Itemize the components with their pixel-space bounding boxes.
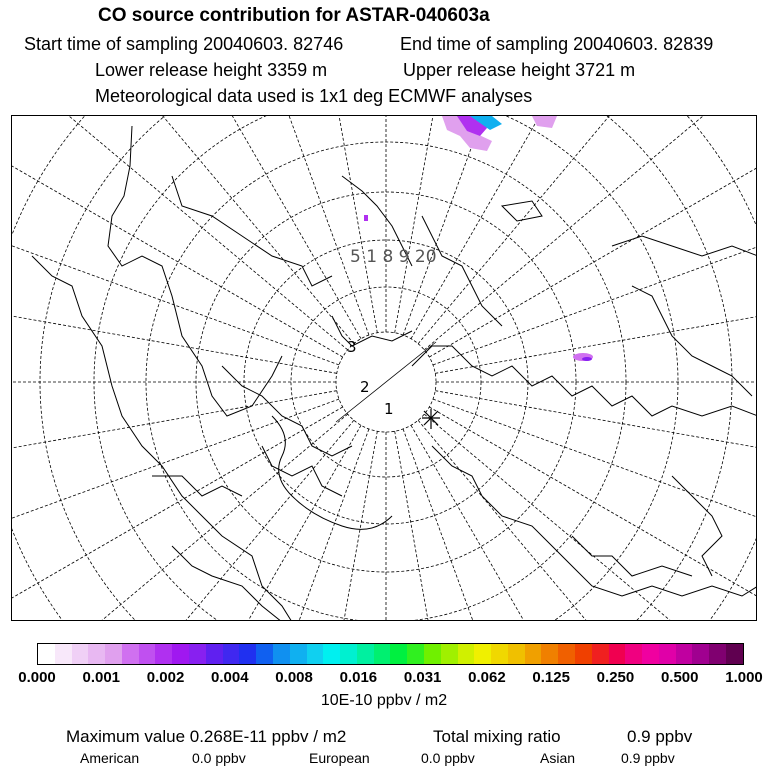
meridian-line <box>12 116 343 357</box>
meridian-line <box>230 116 378 333</box>
color-swatch <box>441 644 458 664</box>
lower-release-height: Lower release height 3359 m <box>95 60 328 80</box>
meridian-line <box>12 420 354 621</box>
color-swatch <box>390 644 407 664</box>
meridian-line <box>418 420 757 621</box>
color-swatch <box>88 644 105 664</box>
color-swatch <box>357 644 374 664</box>
color-swatch <box>709 644 726 664</box>
color-swatch <box>239 644 256 664</box>
color-swatch <box>575 644 592 664</box>
meridian-line <box>411 425 757 621</box>
color-swatch <box>541 644 558 664</box>
color-swatch <box>256 644 273 664</box>
lat-lon-grid <box>12 116 757 621</box>
color-scale-tick: 0.500 <box>660 669 699 686</box>
american-value: 0.0 ppbv <box>192 750 246 766</box>
color-swatch <box>692 644 709 664</box>
color-swatch <box>38 644 55 664</box>
color-swatch <box>525 644 542 664</box>
color-scale-tick: 0.250 <box>596 669 635 686</box>
color-swatch <box>206 644 223 664</box>
meridian-line <box>435 226 757 374</box>
total-mixing-ratio-label: Total mixing ratio <box>433 727 561 746</box>
pole-label-2: 2 <box>360 378 370 396</box>
color-swatch <box>676 644 693 664</box>
start-time: Start time of sampling 20040603. 82746 <box>24 34 344 54</box>
color-scale-tick: 0.002 <box>146 669 185 686</box>
color-scale-tick: 0.062 <box>468 669 506 686</box>
meridian-line <box>433 116 757 365</box>
met-data-info: Meteorological data used is 1x1 deg ECMWF analyses <box>95 86 533 106</box>
color-swatch <box>659 644 676 664</box>
latitude-circle <box>12 116 757 621</box>
color-swatch <box>223 644 240 664</box>
color-swatch <box>609 644 626 664</box>
meridian-line <box>12 414 348 621</box>
color-swatch <box>105 644 122 664</box>
meridian-line <box>411 116 757 339</box>
maximum-value: Maximum value 0.268E-11 ppbv / m2 <box>66 727 347 746</box>
color-swatch <box>424 644 441 664</box>
meridian-line <box>424 116 757 350</box>
color-swatch <box>374 644 391 664</box>
meridian-line <box>12 407 343 621</box>
upper-release-height: Upper release height 3721 m <box>403 60 636 80</box>
color-swatch <box>155 644 172 664</box>
european-value: 0.0 ppbv <box>421 750 475 766</box>
american-label: American <box>80 750 140 766</box>
meridian-line <box>78 116 369 335</box>
color-swatch <box>592 644 609 664</box>
color-scale-tick: 0.001 <box>82 669 121 686</box>
color-swatch <box>491 644 508 664</box>
color-swatch <box>189 644 206 664</box>
meridian-line <box>12 116 348 350</box>
pole-label-3: 3 <box>347 338 357 356</box>
color-scale-tick: 0.031 <box>403 669 442 686</box>
meridian-line <box>12 399 339 621</box>
meridian-line <box>12 116 354 344</box>
meridian-line <box>12 116 361 339</box>
coastlines <box>32 126 757 621</box>
polar-map <box>11 115 757 621</box>
color-swatch <box>474 644 491 664</box>
meridian-line <box>395 116 543 333</box>
color-swatch <box>122 644 139 664</box>
meridian-line <box>12 226 337 374</box>
color-swatch <box>139 644 156 664</box>
color-scale-tick: 0.016 <box>339 669 378 686</box>
color-swatch <box>508 644 525 664</box>
meridian-line <box>403 429 694 621</box>
color-swatch <box>307 644 324 664</box>
color-swatch <box>458 644 475 664</box>
meridian-line <box>418 116 757 344</box>
color-scale-bar <box>37 643 744 665</box>
color-swatch <box>625 644 642 664</box>
color-swatch <box>340 644 357 664</box>
total-mixing-ratio-value: 0.9 ppbv <box>627 727 693 746</box>
color-scale-tick: 0.008 <box>275 669 313 686</box>
color-swatch <box>55 644 72 664</box>
map-canvas <box>12 116 757 621</box>
color-scale-tick: 0.000 <box>18 669 56 686</box>
plot-title: CO source contribution for ASTAR-040603a <box>98 5 490 26</box>
meridian-line <box>78 429 369 621</box>
color-swatch <box>642 644 659 664</box>
trajectory-cluster-label: 5 1 8 9 20 <box>350 247 437 267</box>
color-swatch <box>558 644 575 664</box>
pole-label-1: 1 <box>384 400 394 418</box>
color-scale-tick: 0.125 <box>532 669 570 686</box>
european-label: European <box>309 750 370 766</box>
color-swatch <box>72 644 89 664</box>
color-scale-tick: 0.004 <box>211 669 249 686</box>
asian-label: Asian <box>540 750 576 766</box>
color-swatch <box>726 644 743 664</box>
asian-value: 0.9 ppbv <box>621 750 675 766</box>
color-scale-tick: 1.000 <box>725 669 763 686</box>
meridian-line <box>429 116 757 357</box>
asterisk-icon <box>422 409 440 429</box>
color-swatch <box>323 644 340 664</box>
meridian-line <box>403 116 694 335</box>
color-swatch <box>407 644 424 664</box>
meridian-line <box>12 391 337 539</box>
color-swatch <box>290 644 307 664</box>
color-scale-units: 10E-10 ppbv / m2 <box>320 692 448 709</box>
color-swatch <box>172 644 189 664</box>
color-swatch <box>273 644 290 664</box>
end-time: End time of sampling 20040603. 82839 <box>400 34 714 54</box>
meridian-line <box>435 391 757 539</box>
meridian-line <box>12 116 339 365</box>
